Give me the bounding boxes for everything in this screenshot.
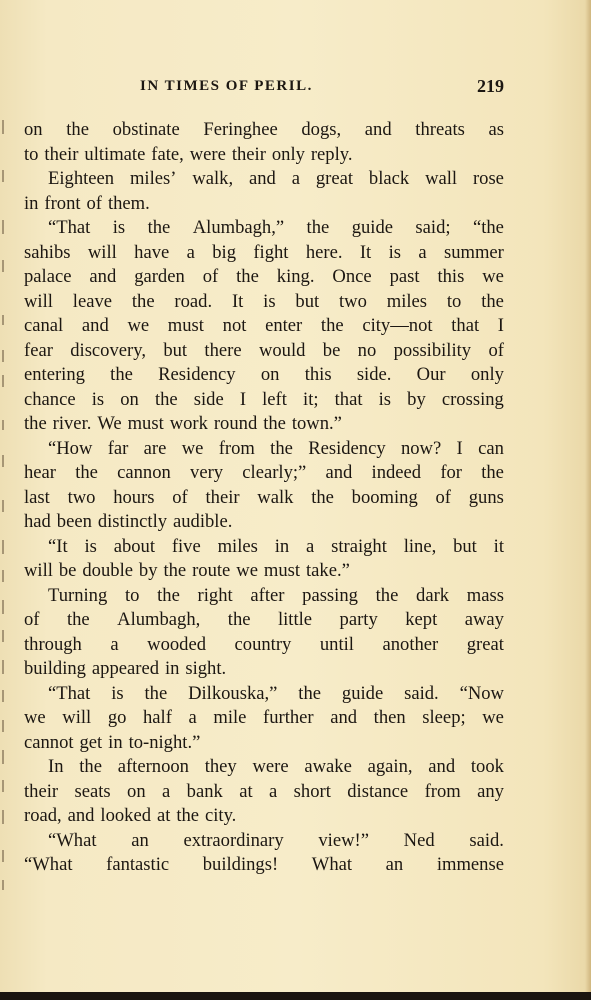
text-line: fear discovery, but there would be no possibility of bbox=[24, 339, 504, 361]
page-edge-shadow bbox=[585, 0, 591, 1000]
text-line: road, and looked at the city. bbox=[24, 805, 237, 826]
text-line: Eighteen miles’ walk, and a great black wall rose bbox=[48, 168, 504, 189]
text-line: “How far are we from the Residency now? I can bbox=[48, 437, 504, 459]
text-line: canal and we must not enter the city—not that I bbox=[24, 315, 504, 336]
text-line: in front of them. bbox=[24, 192, 150, 214]
text-line: palace and garden of the king. Once past this we bbox=[24, 266, 504, 287]
text-line: their seats on a bank at a short distance from any bbox=[24, 780, 504, 802]
text-line: to their ultimate fate, were their only reply. bbox=[24, 143, 353, 165]
text-line: sahibs will have a big fight here. It is a summer bbox=[24, 241, 504, 263]
running-head: IN TIMES OF PERIL. bbox=[140, 78, 313, 94]
page-number: 219 bbox=[477, 76, 504, 96]
text-line: “What an extraordinary view!” Ned said. bbox=[48, 829, 504, 851]
text-line: building appeared in sight. bbox=[24, 658, 227, 679]
text-line: on the obstinate Feringhee dogs, and threats as bbox=[24, 119, 504, 140]
text-line: will be double by the route we must take.” bbox=[24, 560, 350, 581]
text-line: had been distinctly audible. bbox=[24, 511, 233, 532]
text-line: “It is about five miles in a straight line, but it bbox=[48, 535, 504, 557]
text-line: entering the Residency on this side. Our only bbox=[24, 364, 504, 385]
page-header bbox=[140, 76, 504, 100]
text-line: cannot get in to-night.” bbox=[24, 731, 201, 753]
gutter-marks bbox=[2, 110, 10, 890]
text-line: the river. We must work round the town.” bbox=[24, 413, 342, 434]
text-line: of the Alumbagh, the little party kept away bbox=[24, 609, 504, 630]
text-line: last two hours of their walk the booming of guns bbox=[24, 486, 504, 508]
text-line: “What fantastic buildings! What an immense bbox=[24, 854, 504, 875]
text-line: “That is the Dilkouska,” the guide said. “Now bbox=[48, 682, 504, 704]
text-line: In the afternoon they were awake again, and took bbox=[48, 756, 504, 777]
text-line: hear the cannon very clearly;” and indeed for the bbox=[24, 462, 504, 483]
body-text bbox=[24, 118, 504, 878]
text-line: “That is the Alumbagh,” the guide said; “the bbox=[48, 217, 504, 238]
text-line: will leave the road. It is but two miles to the bbox=[24, 290, 504, 312]
text-line: we will go half a mile further and then sleep; we bbox=[24, 707, 504, 728]
text-line: chance is on the side I left it; that is by crossing bbox=[24, 388, 504, 410]
text-line: through a wooded country until another great bbox=[24, 633, 504, 655]
text-line: Turning to the right after passing the dark mass bbox=[48, 584, 504, 606]
